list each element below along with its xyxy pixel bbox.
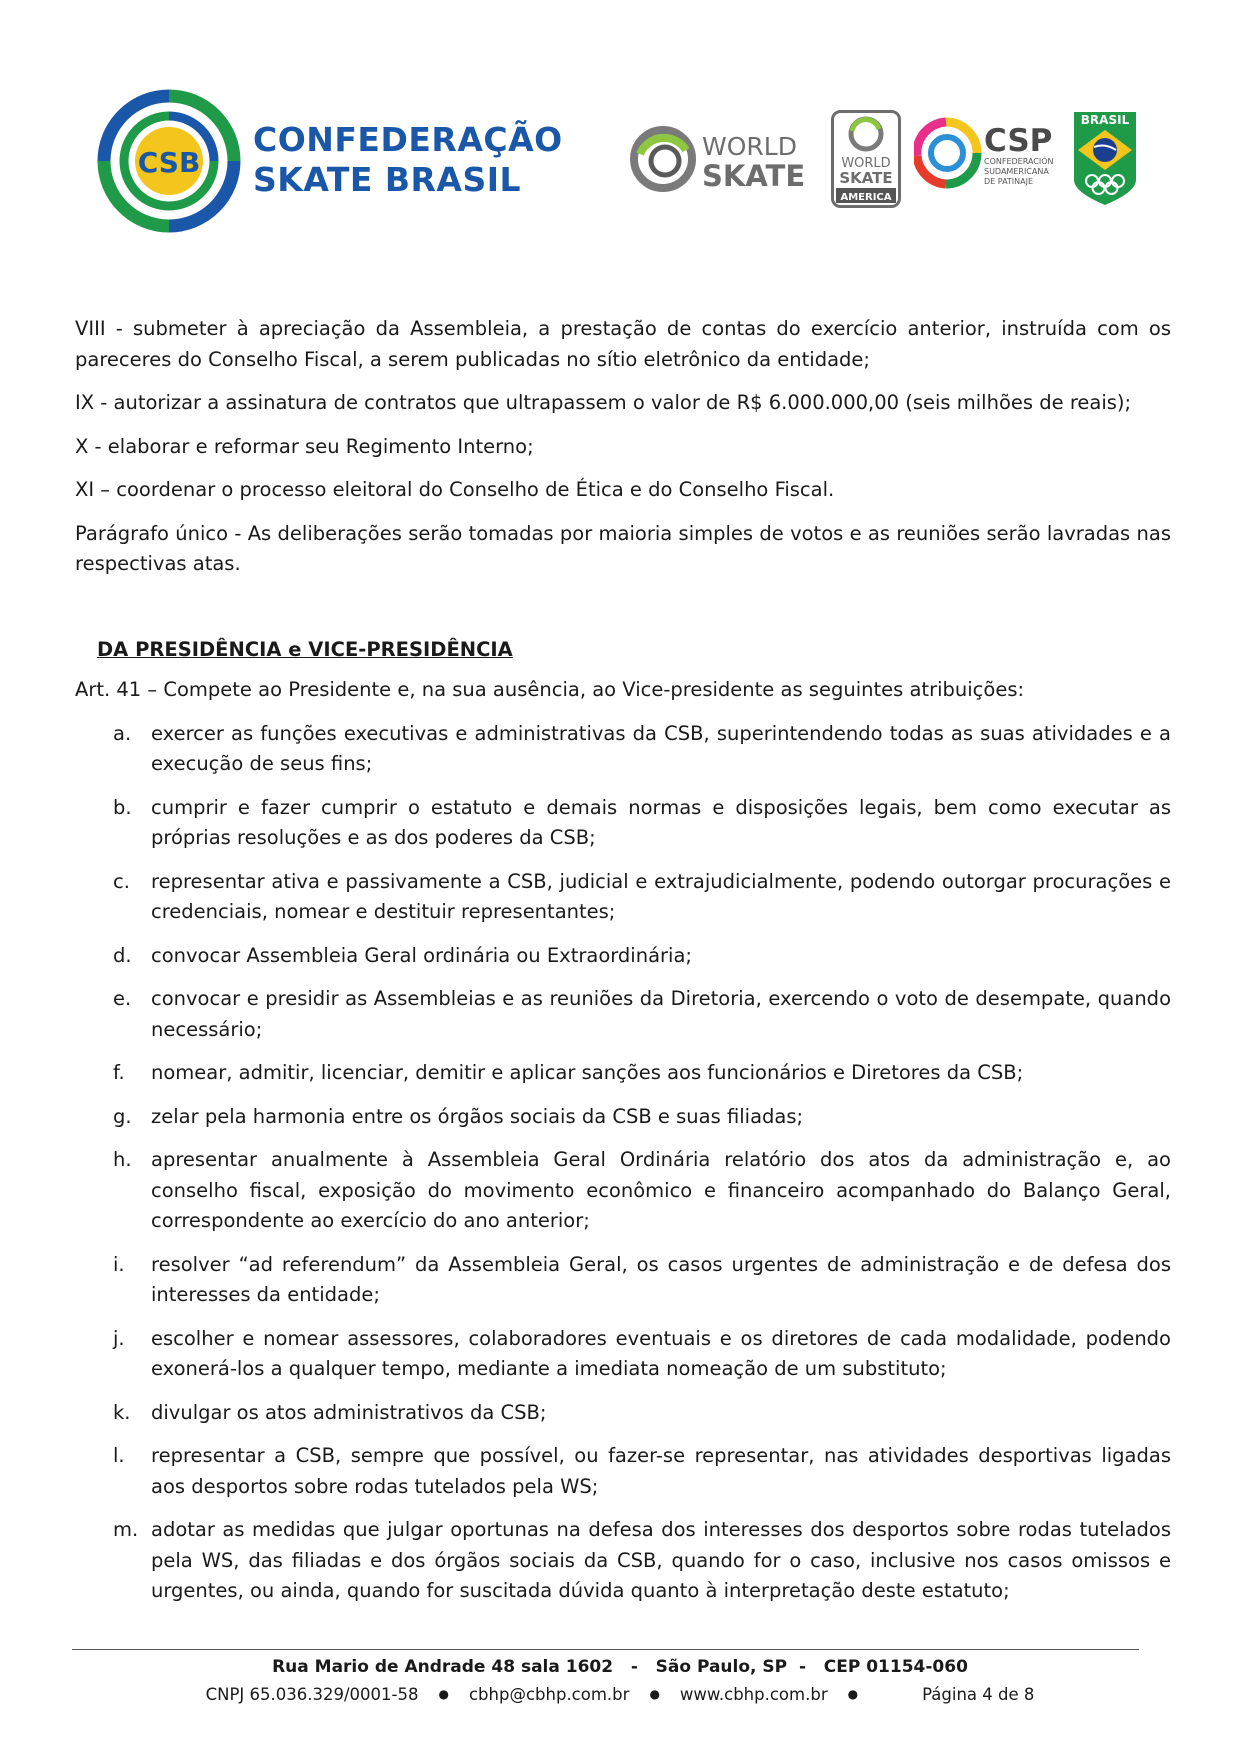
- list-item-text: convocar e presidir as Assembleias e as reuniões da Diretoria, exercendo o voto de desempate, quando necessário;: [151, 987, 1171, 1041]
- list-marker: l.: [113, 1444, 125, 1467]
- page-number: Página 4 de 8: [922, 1685, 1035, 1704]
- document-body: [75, 314, 1171, 1620]
- paragraph-viii: VIII - submeter à apreciação da Assembleia, a prestação de contas do exercício anterior, instruída com os pareceres do Conselho Fiscal, a serem publicadas no sítio eletrônico da entidade;: [75, 317, 1171, 371]
- list-item: [75, 793, 1171, 854]
- list-item-text: convocar Assembleia Geral ordinária ou Extraordinária;: [151, 943, 692, 967]
- footer-cnpj: CNPJ 65.036.329/0001-58: [205, 1685, 419, 1704]
- world-skate-line1: WORLD: [702, 132, 797, 161]
- footer-divider: [72, 1649, 1139, 1650]
- list-marker: a.: [113, 721, 132, 745]
- list-item: [75, 1145, 1171, 1237]
- list-item: [75, 1102, 1171, 1133]
- list-item: [75, 1398, 1171, 1429]
- list-item-text: resolver “ad referendum” da Assembleia Geral, os casos urgentes de administração e de defesa dos interesses da entidade;: [151, 1252, 1171, 1306]
- footer-address: Rua Mario de Andrade 48 sala 1602 - São Paulo, SP - CEP 01154-060: [272, 1657, 968, 1677]
- list-item: [75, 1441, 1171, 1502]
- csp-sub3: DE PATINAJE: [984, 177, 1034, 186]
- wsa-line2: SKATE: [839, 169, 893, 187]
- list-marker: m.: [113, 1518, 139, 1541]
- csb-name: [253, 120, 563, 200]
- brasil-label: BRASIL: [1080, 113, 1130, 127]
- list-marker: j.: [113, 1326, 125, 1350]
- list-marker: h.: [113, 1148, 132, 1171]
- page-header: [0, 0, 1240, 260]
- csp-sub1: CONFEDERACIÓN: [984, 157, 1054, 166]
- csb-name-line1: CONFEDERAÇÃO: [253, 120, 563, 159]
- list-marker: k.: [113, 1400, 131, 1424]
- brasil-olympic-shield-icon: [1072, 110, 1138, 207]
- wsa-line3: AMERICA: [840, 192, 892, 203]
- list-item-text: nomear, admitir, licenciar, demitir e aplicar sanções aos funcionários e Diretores da CSB;: [151, 1061, 1024, 1084]
- list-item-text: zelar pela harmonia entre os órgãos sociais da CSB e suas filiadas;: [151, 1104, 804, 1128]
- list-item: [75, 1058, 1171, 1089]
- list-marker: e.: [113, 987, 132, 1010]
- article-intro: Art. 41 – Compete ao Presidente e, na sua ausência, ao Vice-presidente as seguintes atribuições:: [75, 678, 1025, 701]
- list-marker: d.: [113, 943, 132, 967]
- csp-name: CSP: [984, 123, 1053, 159]
- paragraph-ix: IX - autorizar a assinatura de contratos que ultrapassem o valor de R$ 6.000.000,00 (seis milhões de reais);: [75, 391, 1132, 414]
- csb-logo-icon: [94, 86, 244, 236]
- csb-logo-text: CSB: [137, 146, 201, 179]
- paragraph-xi: XI – coordenar o processo eleitoral do Conselho de Ética e do Conselho Fiscal.: [75, 478, 835, 501]
- bullet-icon: ●: [438, 1687, 449, 1701]
- list-item-text: exercer as funções executivas e administrativas da CSB, superintendendo todas as suas atividades e a execução de seus fins;: [151, 721, 1171, 775]
- list-marker: f.: [113, 1061, 125, 1084]
- paragraph-x: X - elaborar e reformar seu Regimento Interno;: [75, 434, 534, 458]
- footer-email[interactable]: cbhp@cbhp.com.br: [468, 1685, 630, 1704]
- list-item: [75, 941, 1171, 972]
- list-item: [75, 1250, 1171, 1311]
- section-title: DA PRESIDÊNCIA e VICE-PRESIDÊNCIA: [97, 637, 513, 661]
- list-item-text: representar a CSB, sempre que possível, ou fazer-se representar, nas atividades desportivas ligadas aos desportos sobre rodas tutelados pela WS;: [151, 1444, 1171, 1498]
- bullet-icon: ●: [649, 1687, 660, 1701]
- list-item-text: representar ativa e passivamente a CSB, judicial e extrajudicialmente, podendo outorgar procurações e credenciais, nomear e destituir representantes;: [151, 869, 1171, 923]
- csp-logo-icon: [914, 116, 1062, 194]
- list-marker: i.: [113, 1252, 125, 1276]
- csb-name-line2: SKATE BRASIL: [253, 160, 522, 199]
- bullet-icon: ●: [847, 1687, 859, 1701]
- footer-contact: [0, 1681, 1240, 1708]
- list-item: [75, 1324, 1171, 1385]
- list-item: [75, 984, 1171, 1045]
- list-item-text: divulgar os atos administrativos da CSB;: [151, 1400, 547, 1424]
- list-item: [75, 1515, 1171, 1607]
- world-skate-america-logo-icon: [831, 110, 901, 208]
- list-item: [75, 719, 1171, 780]
- list-item-text: escolher e nomear assessores, colaboradores eventuais e os diretores de cada modalidade, podendo exonerá-los a qualquer tempo, mediante a imediata nomeação de um substituto;: [151, 1326, 1171, 1380]
- list-marker: g.: [113, 1104, 132, 1128]
- world-skate-line2: SKATE: [702, 159, 806, 193]
- list-marker: b.: [113, 795, 132, 819]
- paragraph-unico: Parágrafo único - As deliberações serão tomadas por maioria simples de votos e as reuniões serão lavradas nas respectivas atas.: [75, 521, 1171, 575]
- wsa-line1: WORLD: [841, 156, 891, 171]
- list-item-text: apresentar anualmente à Assembleia Geral Ordinária relatório dos atos da administração e, ao conselho fiscal, exposição do movimento econômico e financeiro acompanhado do Balanço Geral, correspondente ao exercício do ano anterior;: [151, 1148, 1171, 1232]
- list-item: [75, 867, 1171, 928]
- csp-sub2: SUDAMERICANA: [984, 167, 1049, 176]
- list-marker: c.: [113, 869, 130, 893]
- attributions-list: [75, 719, 1171, 1607]
- list-item-text: cumprir e fazer cumprir o estatuto e demais normas e disposições legais, bem como executar as próprias resoluções e as dos poderes da CSB;: [151, 795, 1171, 849]
- footer-website[interactable]: www.cbhp.com.br: [679, 1685, 828, 1704]
- list-item-text: adotar as medidas que julgar oportunas na defesa dos interesses dos desportos sobre rodas tutelados pela WS, das filiadas e dos órgãos sociais da CSB, quando for o caso, inclusive nos casos omissos e urgentes, ou ainda, quando for suscitada dúvida quanto à interpretação deste estatuto;: [151, 1518, 1171, 1602]
- world-skate-logo-icon: [630, 124, 815, 194]
